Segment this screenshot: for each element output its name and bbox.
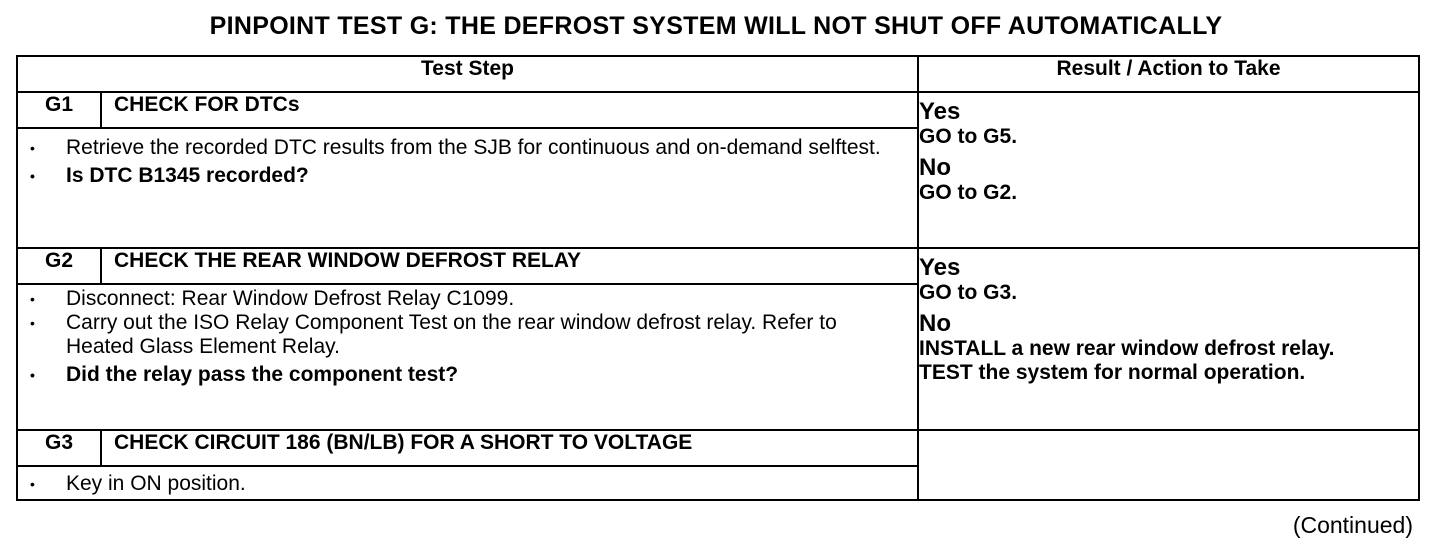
result-yes-label: Yes — [919, 254, 961, 281]
step-name: CHECK FOR DTCs — [101, 92, 918, 128]
result-no-label: No — [919, 154, 951, 181]
step-body — [17, 466, 918, 500]
step-id: G1 — [17, 92, 101, 128]
result-yes-action: GO to G5. — [919, 125, 1018, 148]
step-result-cell — [918, 92, 1419, 248]
pinpoint-test-table — [16, 55, 1420, 501]
step-header-row — [17, 92, 1419, 128]
step-bullet-list — [18, 287, 907, 387]
step-bullet: • Carry out the ISO Relay Component Test on the rear window defrost relay. Refer to Heated Glass Element Relay. — [18, 311, 907, 359]
step-body — [17, 128, 918, 248]
result-yes-label: Yes — [919, 98, 961, 125]
step-id: G2 — [17, 248, 101, 284]
step-question: • Is DTC B1345 recorded? — [18, 164, 907, 188]
step-header-row — [17, 248, 1419, 284]
continued-label: (Continued) — [1292, 512, 1413, 538]
result-no-label: No — [919, 310, 951, 337]
step-question: • Did the relay pass the component test? — [18, 363, 907, 387]
step-bullet: • Key in ON position. — [18, 472, 907, 496]
step-header-row — [17, 430, 1419, 466]
table-header-row — [17, 56, 1419, 92]
step-id: G3 — [17, 430, 101, 466]
step-body — [17, 284, 918, 430]
step-bullet: • Disconnect: Rear Window Defrost Relay C1099. — [18, 287, 907, 311]
step-bullet: • Retrieve the recorded DTC results from the SJB for continuous and on-demand selftest. — [18, 136, 907, 160]
step-name: CHECK CIRCUIT 186 (BN/LB) FOR A SHORT TO VOLTAGE — [101, 430, 918, 466]
header-result-action: Result / Action to Take — [918, 56, 1419, 92]
step-bullet-list — [18, 472, 907, 496]
result-yes-action: GO to G3. — [919, 281, 1018, 304]
step-name: CHECK THE REAR WINDOW DEFROST RELAY — [101, 248, 918, 284]
step-bullet-list — [18, 136, 907, 188]
header-test-step: Test Step — [17, 56, 918, 92]
result-no-action-line1: INSTALL a new rear window defrost relay. — [919, 337, 1335, 360]
step-result-cell — [918, 248, 1419, 430]
step-result-cell — [918, 430, 1419, 500]
result-no-action: GO to G2. — [919, 181, 1018, 204]
page-title: PINPOINT TEST G: THE DEFROST SYSTEM WILL NOT SHUT OFF AUTOMATICALLY — [209, 12, 1223, 40]
result-no-action-line2: TEST the system for normal operation. — [919, 361, 1306, 384]
